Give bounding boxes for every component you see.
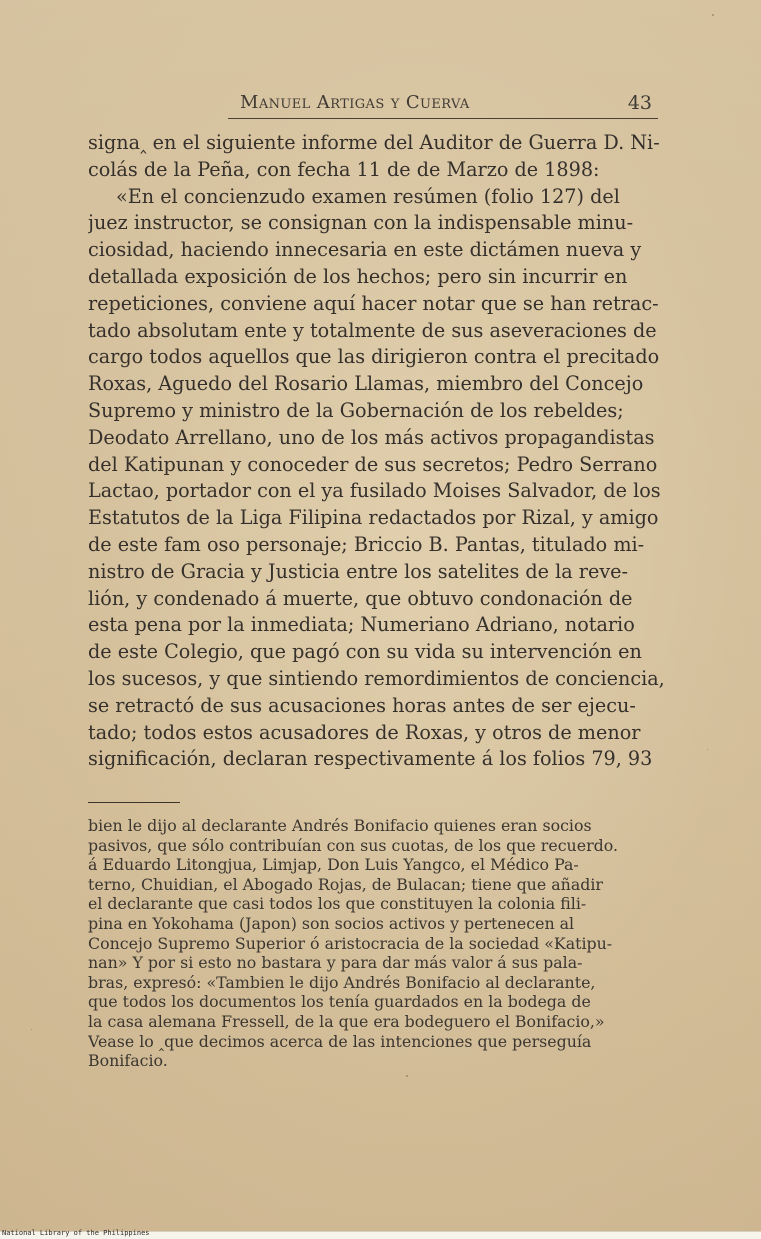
- text-line: tado absolutam ente y totalmente de sus aseveraciones de: [88, 318, 657, 342]
- footnote-text: [88, 816, 676, 1071]
- text-line: de este fam oso personaje; Briccio B. Pantas, titulado mi-: [88, 532, 645, 556]
- text-line: significación, declaran respectivamente á los folios 79, 93: [88, 747, 653, 771]
- footnote-line: bras, expresó: «Tambien le dijo Andrés Bonifacio al declarante,: [88, 972, 596, 992]
- text-line: de este Colegio, que pagó con su vida su intervención en: [88, 640, 642, 664]
- text-line: Deodato Arrellano, uno de los más activos propagandistas: [88, 425, 655, 449]
- text-line: repeticiones, conviene aquí hacer notar que se han retrac-: [88, 291, 659, 315]
- text-line: del Katipunan y conoceder de sus secretos; Pedro Serrano: [88, 452, 658, 476]
- footnote-line: el declarante que casi todos los que constituyen la colonia fili-: [88, 894, 587, 914]
- footnote-line: Vease lo ‸que decimos acerca de las intenciones que perseguía: [88, 1031, 592, 1051]
- page-header: [228, 86, 658, 119]
- text-line: Lactao, portador con el ya fusilado Moises Salvador, de los: [88, 479, 661, 503]
- text-line: juez instructor, se consignan con la indispensable minu-: [88, 211, 634, 235]
- text-line: ciosidad, haciendo innecesaria en este dictámen nueva y: [88, 238, 642, 262]
- text-line: lión, y condenado á muerte, que obtuvo condonación de: [88, 586, 633, 610]
- text-line: «En el concienzudo examen resúmen (folio 127) del: [116, 184, 620, 208]
- main-text: [88, 130, 676, 773]
- text-line: los sucesos, y que sintiendo remordimientos de conciencia,: [88, 666, 665, 690]
- text-line: Estatutos de la Liga Filipina redactados por Rizal, y amigo: [88, 506, 659, 530]
- footnote-line: la casa alemana Fressell, de la que era bodeguero el Bonifacio,»: [88, 1011, 605, 1031]
- footnote-separator: [88, 802, 180, 803]
- paper-speck: [31, 1029, 32, 1030]
- paper-speck: [707, 749, 708, 750]
- footnote-line: terno, Chuidian, el Abogado Rojas, de Bulacan; tiene que añadir: [88, 874, 603, 894]
- footnote-line: que todos los documentos los tenía guardados en la bodega de: [88, 992, 591, 1012]
- paper-speck: [406, 1075, 408, 1077]
- text-line: Roxas, Aguedo del Rosario Llamas, miembro del Concejo: [88, 372, 644, 396]
- footnote-line: Bonifacio.: [88, 1051, 168, 1071]
- footnote-line: pina en Yokohama (Japon) son socios activos y pertenecen al: [88, 913, 575, 933]
- page-number: 43: [627, 92, 652, 114]
- text-line: Supremo y ministro de la Gobernación de los rebeldes;: [88, 398, 624, 422]
- text-line: esta pena por la inmediata; Numeriano Adriano, notario: [88, 613, 635, 637]
- text-line: tado; todos estos acusadores de Roxas, y otros de menor: [88, 720, 641, 744]
- footnote-line: nan» Y por si esto no bastara y para dar más valor á sus pala-: [88, 953, 583, 973]
- footnote-line: bien le dijo al declarante Andrés Bonifacio quienes eran socios: [88, 816, 592, 835]
- text-line: nistro de Gracia y Justicia entre los satelites de la reve-: [88, 559, 629, 583]
- footnote-line: á Eduardo Litongjua, Limjap, Don Luis Yangco, el Médico Pa-: [88, 855, 579, 875]
- running-title: Manuel Artigas y Cuerva: [240, 92, 470, 113]
- text-line: detallada exposición de los hechos; pero sin incurrir en: [88, 264, 628, 288]
- text-line: colás de la Peña, con fecha 11 de de Marzo de 1898:: [88, 157, 600, 181]
- footnote-line: pasivos, que sólo contribuían con sus cuotas, de los que recuerdo.: [88, 835, 618, 855]
- library-watermark: National Library of the Philippines: [2, 1229, 150, 1237]
- footnote-line: Concejo Supremo Superior ó aristocracia de la sociedad «Katipu-: [88, 933, 613, 953]
- text-line: se retractó de sus acusaciones horas antes de ser ejecu-: [88, 693, 636, 717]
- paper-speck: [712, 14, 714, 16]
- text-line: cargo todos aquellos que las dirigieron contra el precitado: [88, 345, 660, 369]
- text-line: signa‸ en el siguiente informe del Auditor de Guerra D. Ni-: [88, 131, 660, 154]
